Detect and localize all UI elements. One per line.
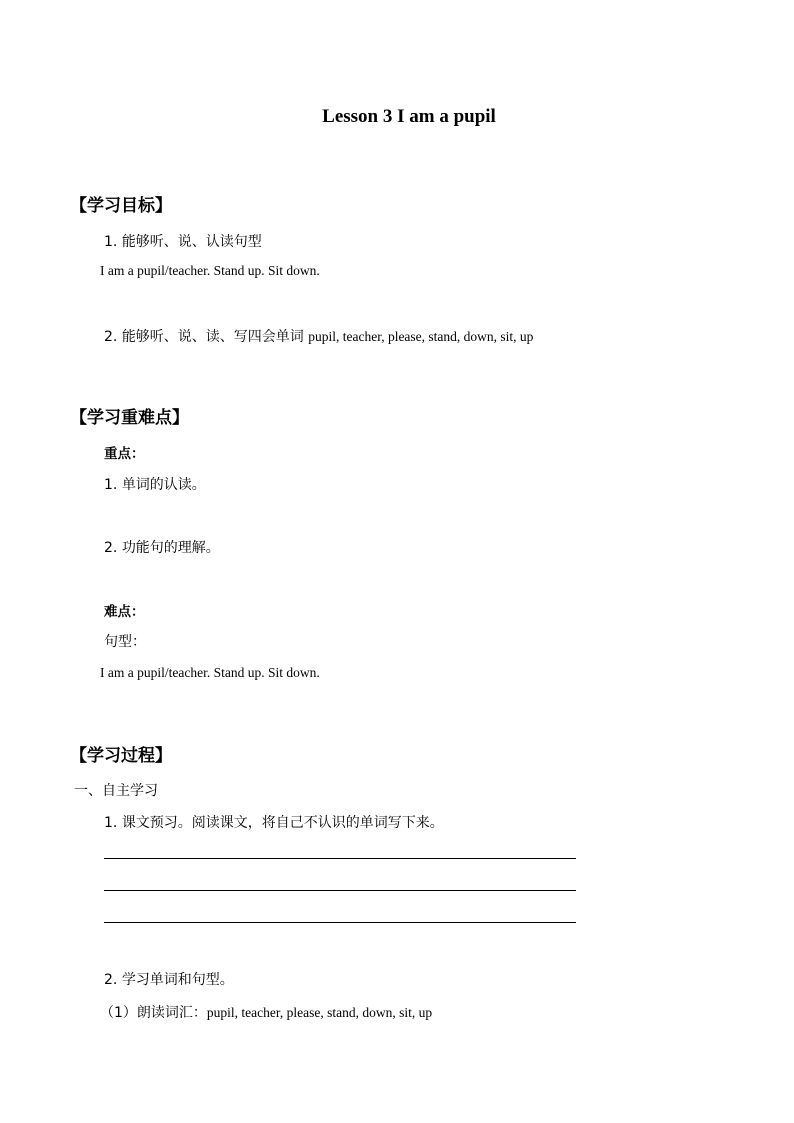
goals-item-2-text: 能够听、说、读、写四会单词 (121, 329, 304, 345)
step-2 (104, 969, 234, 989)
sub-step-1-number: （1） (100, 1005, 137, 1021)
goals-item-2-words: pupil, teacher, please, stand, down, sit, up (308, 329, 534, 344)
step-1-text: 课文预习。阅读课文，将自己不认识的单词写下来。 (121, 815, 444, 831)
step-1-number: 1. (104, 815, 118, 831)
key-item-2-number: 2. (104, 540, 118, 556)
difficult-label: 难点： (104, 604, 145, 620)
step-2-text: 学习单词和句型。 (121, 972, 234, 988)
sub-step-1-label: 朗读词汇： (136, 1005, 207, 1021)
sub-step-1 (100, 1002, 432, 1022)
answer-line (104, 858, 576, 859)
answer-line (104, 922, 576, 923)
section-self-study: 一、自主学习 (74, 783, 158, 799)
key-item-1-text: 单词的认读。 (121, 477, 206, 493)
goals-item-2 (104, 326, 533, 346)
goals-item-1-number: 1. (104, 234, 118, 250)
key-points-sentences: I am a pupil/teacher. Stand up. Sit down. (100, 665, 320, 680)
pattern-label: 句型： (104, 634, 146, 650)
key-item-1 (104, 474, 206, 494)
process-heading: 【学习过程】 (70, 746, 172, 766)
answer-line (104, 890, 576, 891)
goals-item-2-number: 2. (104, 329, 118, 345)
goals-sentences: I am a pupil/teacher. Stand up. Sit down. (100, 263, 320, 278)
goals-item-1 (104, 231, 262, 251)
document-title: Lesson 3 I am a pupil (322, 106, 496, 127)
step-2-number: 2. (104, 972, 118, 988)
key-item-1-number: 1. (104, 477, 118, 493)
goals-item-1-text: 能够听、说、认读句型 (121, 234, 262, 250)
key-item-2-text: 功能句的理解。 (121, 540, 220, 556)
key-points-heading: 【学习重难点】 (70, 408, 189, 428)
key-item-2 (104, 537, 220, 557)
sub-step-1-words: pupil, teacher, please, stand, down, sit, up (206, 1005, 433, 1020)
key-label: 重点： (104, 446, 145, 462)
goals-heading: 【学习目标】 (70, 196, 172, 216)
step-1 (104, 812, 444, 832)
